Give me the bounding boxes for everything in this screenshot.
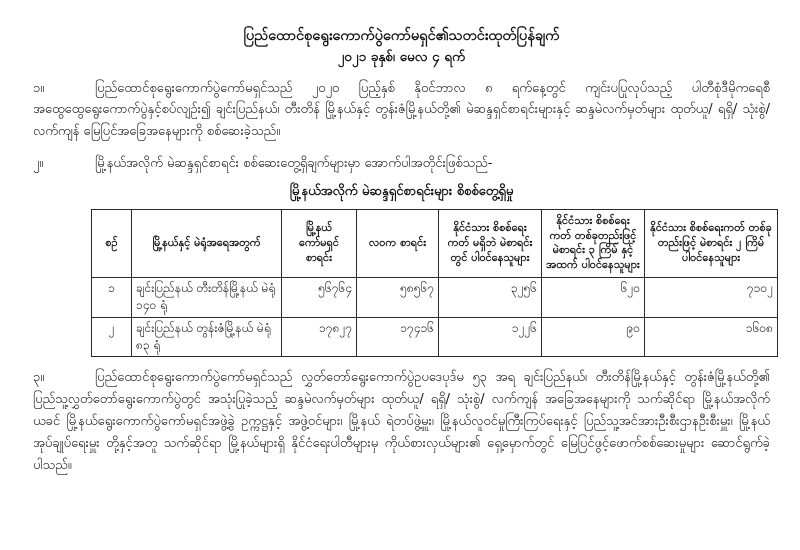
paragraph-2-number: ၂။: [33, 156, 44, 172]
cell-three-or-more-times: ၉၀: [542, 317, 645, 357]
cell-two-times: ၁၆၀၈: [645, 317, 778, 357]
paragraph-3-text: ပြည်ထောင်စုရွေးကောက်ပွဲကော်မရှင်သည် လွှတ်တော်ရွေးကောက်ပွဲဥပဒေပုဒ်မ ၅၃ အရ ချင်းပြည်နယ်၊ တီးတိန်မြို့နယ်နှင့် တွန်းဇံမြို့နယ်တို့၏ ပြည်သူ့လွှတ်တော်ရွေးကောက်ပွဲတွင် အသုံးပြုခဲ့သည့် ဆန္ဒမဲလက်မှတ်များ ထုတ်ယူ/ ရရှိ/ သုံးစွဲ/ လက်ကျန် အခြေအနေများကို သက်ဆိုင်ရာ မြို့နယ်အလိုက် ယခင် မြို့နယ်ရွေးကောက်ပွဲကော်မရှင်အဖွဲ့ခွဲ ဥက္ကဋ္ဌနှင့် အဖွဲ့ဝင်များ၊ မြို့နယ် ရဲတပ်ဖွဲ့မှူး၊ မြို့နယ်လူဝင်မှုကြီးကြပ်ရေးနှင့် ပြည်သူ့အင်အားဦးစီးဌာနဦးစီးမှူး၊ မြို့နယ်အုပ်ချုပ်ရေးမှူး တို့နှင့်အတူ သက်ဆိုင်ရာ မြို့နယ်များရှိ နိုင်ငံရေးပါတီများမှ ကိုယ်စားလှယ်များ၏ ရှေ့မှောက်တွင် မြေပြင်ဖွင့်ဖောက်စစ်ဆေးမှုများ ဆောင်ရွက်ခဲ့ပါသည်။: [33, 370, 770, 473]
document-date: ၂၀၂၁ ခုနှစ်၊ မေလ ၄ ရက်: [337, 49, 466, 66]
cell-commission-list: ၅၆၇၆၄: [282, 277, 357, 317]
header-commission-list: မြို့နယ် ကော်မရှင် စာရင်း: [282, 209, 357, 277]
cell-serial: ၁: [92, 277, 132, 317]
paragraph-2: [33, 153, 770, 175]
header-two-times: နိုင်ငံသား စိစစ်ရေးကတ် တစ်ခုတည်းဖြင့် မဲစာရင်း ၂ ကြိမ် ပါဝင်နေသူများ: [645, 209, 778, 277]
cell-immigration-list: ၁၇၄၁၆: [357, 317, 439, 357]
paragraph-1: [33, 78, 770, 143]
voter-list-findings-table: [91, 209, 778, 358]
document-title: ပြည်ထောင်စုရွေးကောက်ပွဲကော်မရှင်၏သတင်းထုတ်ပြန်ချက်: [243, 28, 560, 44]
cell-township: ချင်းပြည်နယ် တွန်းဇံမြို့နယ် မဲရုံ ၈၃ ရုံ: [132, 317, 282, 357]
cell-township: ချင်းပြည်နယ် တီးတိန်မြို့နယ် မဲရုံ ၁၄၀ ရုံ: [132, 277, 282, 317]
paragraph-1-text: ပြည်ထောင်စုရွေးကောက်ပွဲကော်မရှင်သည် ၂၀၂၀ ပြည့်နှစ် နိုဝင်ဘာလ ၈ ရက်နေ့တွင် ကျင်းပပြုလုပ်သည့် ပါတီစုံဒီမိုကရေစီအထွေထွေရွေးကောက်ပွဲနှင့်စပ်လျဉ်း၍ ချင်းပြည်နယ်၊ တီးတိန် မြို့နယ်နှင့် တွန်းဇံမြို့နယ်တို့၏ မဲဆန္ဒရှင်စာရင်းများနှင့် ဆန္ဒမဲလက်မှတ်များ ထုတ်ယူ/ ရရှိ/ သုံးစွဲ/ လက်ကျန် မြေပြင်အခြေအနေများကို စစ်ဆေးခဲ့သည်။: [33, 80, 770, 140]
paragraph-3: [33, 367, 770, 476]
cell-immigration-list: ၅၈၅၆၇: [357, 277, 439, 317]
cell-commission-list: ၁၇၈၂၇: [282, 317, 357, 357]
header-no-nrc-card: နိုင်ငံသား စိစစ်ရေးကတ် မရှိဘဲ မဲစာရင်းတွင် ပါဝင်နေသူများ: [439, 209, 542, 277]
table-row-tedim: [92, 277, 778, 317]
table-header-row: [92, 209, 778, 277]
cell-three-or-more-times: ၆၂၀: [542, 277, 645, 317]
table-title: မြို့နယ်အလိုက် မဲဆန္ဒရှင်စာရင်းများ စိစစ်တွေ့ရှိမှု: [289, 183, 514, 199]
cell-no-nrc-card: ၃၂၅၆: [439, 277, 542, 317]
header-immigration-list: လဝက စာရင်း: [357, 209, 439, 277]
table-row-tonzang: [92, 317, 778, 357]
header-serial: စဉ်: [92, 209, 132, 277]
cell-serial: ၂: [92, 317, 132, 357]
paragraph-1-number: ၁။: [33, 80, 45, 96]
paragraph-2-text: မြို့နယ်အလိုက် မဲဆန္ဒရှင်စာရင်း စစ်ဆေးတွေ့ရှိချက်များမှာ အောက်ပါအတိုင်းဖြစ်သည်-: [95, 156, 493, 172]
header-township-polling-stations: မြို့နယ်နှင့် မဲရုံအရေအတွက်: [132, 209, 282, 277]
cell-two-times: ၇၁၀၂: [645, 277, 778, 317]
cell-no-nrc-card: ၁၂၂၆: [439, 317, 542, 357]
paragraph-3-number: ၃။: [33, 370, 45, 386]
header-three-or-more-times: နိုင်ငံသား စိစစ်ရေးကတ် တစ်ခုတည်းဖြင့် မဲစာရင်း ၃ ကြိမ် နှင့် အထက် ပါဝင်နေသူများ: [542, 209, 645, 277]
